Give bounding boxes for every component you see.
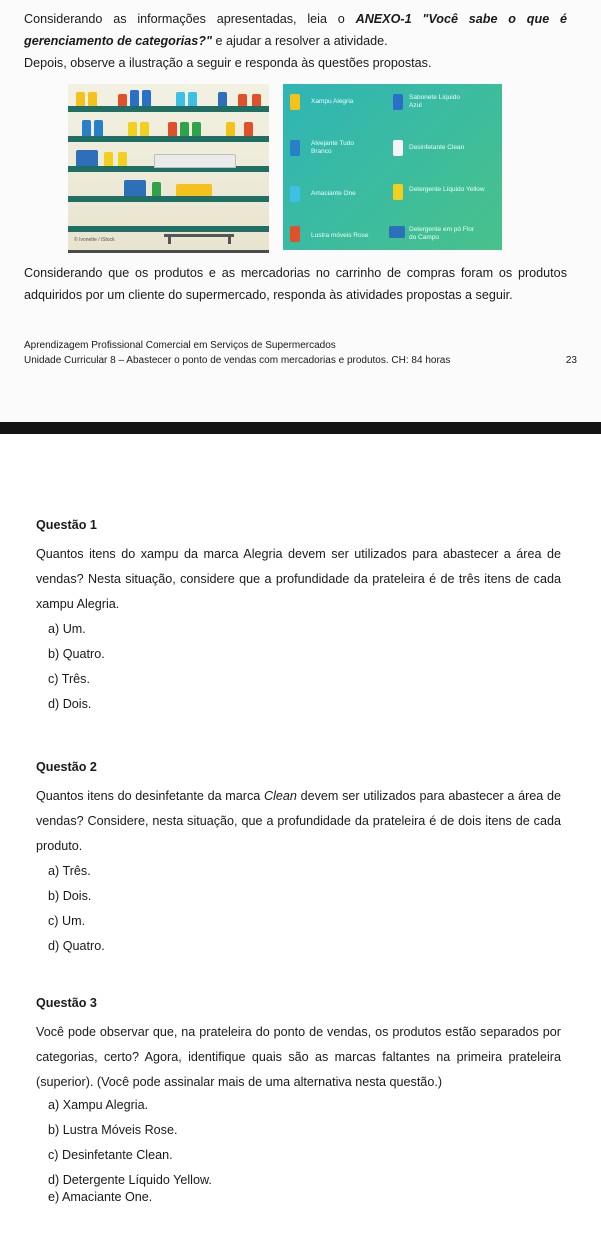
legend-label-2: Alvejante Tudo Branco: [311, 140, 355, 155]
product-box: [76, 150, 98, 166]
shopping-cart-wheel: [228, 234, 231, 244]
page-separator-band: [0, 422, 601, 434]
question-2-text: [36, 784, 561, 859]
legend-icon-1: [393, 94, 403, 110]
question-1-title: Questão 1: [36, 518, 97, 532]
product-shampoo: [88, 92, 97, 106]
legend-icon-3: [393, 140, 403, 156]
product-bottle: [244, 122, 253, 136]
product-polish: [118, 94, 127, 106]
product-box: [124, 180, 146, 196]
product-polish: [238, 94, 247, 106]
product-pack: [154, 154, 236, 168]
product-legend: [283, 84, 502, 250]
product-bottle: [118, 152, 127, 166]
legend-label-0: Xampu Alegria: [311, 98, 354, 105]
product-detergent-powder: [218, 92, 227, 106]
product-detergent: [140, 122, 149, 136]
question-3-option-a: a) Xampu Alegria.: [48, 1098, 149, 1112]
question-1-option-a: a) Um.: [48, 622, 86, 636]
legend-icon-0: [290, 94, 300, 110]
question-2-text-b: devem ser utilizados para abastecer a área de vendas? Considere, nesta situação, que a profundidade da prateleira é de dois itens de cada produto.: [36, 789, 561, 853]
shopping-cart-base: [164, 234, 234, 237]
shelf-bottom: [68, 226, 269, 232]
shelf-top: [68, 106, 269, 112]
product-soap: [130, 90, 139, 106]
question-3-text: Você pode observar que, na prateleira do ponto de vendas, os produtos estão separados por categorias, certo? Agora, identifique quais são as marcas faltantes na primeira prateleira (superior). (Você pode assinalar mais de uma alternativa nesta questão.): [36, 1025, 561, 1089]
question-3-title: Questão 3: [36, 996, 97, 1010]
footer-unit: Unidade Curricular 8 – Abastecer o ponto de vendas com mercadorias e produtos. CH: 84 horas: [24, 355, 451, 366]
intro-paragraph-3: Considerando que os produtos e as mercadorias no carrinho de compras foram os produtos adquiridos por um cliente do supermercado, responda às atividades propostas a seguir.: [24, 266, 567, 302]
product-bleach: [82, 120, 91, 136]
legend-label-1: Sabonete Líquido Azul: [409, 94, 460, 109]
shelf-illustration: [68, 84, 269, 253]
legend-label-6: Lustra móveis Rose: [311, 232, 369, 239]
question-2-option-a: a) Três.: [48, 864, 91, 878]
page-number: 23: [565, 355, 577, 366]
question-1-option-d: d) Dois.: [48, 697, 92, 711]
product-bottle: [152, 182, 161, 196]
product-polish: [252, 94, 261, 106]
question-2-option-d: d) Quatro.: [48, 939, 105, 953]
legend-label-3: Desinfetante Clean: [409, 144, 465, 151]
product-pack: [176, 184, 212, 196]
intro-paragraph-2: Depois, observe a ilustração a seguir e responda às questões propostas.: [24, 56, 432, 70]
question-3-option-c: c) Desinfetante Clean.: [48, 1148, 173, 1162]
question-2-brand: Clean: [264, 789, 297, 803]
question-1-text: Quantos itens do xampu da marca Alegria devem ser utilizados para abastecer a área de vendas? Nesta situação, considere que a profundidade da prateleira é de três itens de cada xampu Alegria.: [36, 547, 561, 611]
legend-icon-7: [389, 226, 405, 238]
legend-label-4: Amaciante One: [311, 190, 356, 197]
legend-icon-5: [393, 184, 403, 200]
top-page-region: [0, 0, 601, 425]
product-soap: [142, 90, 151, 106]
illustration-credit: © Ivonette / iStock: [74, 237, 115, 243]
question-3-option-b: b) Lustra Móveis Rose.: [48, 1123, 178, 1137]
question-1-option-b: b) Quatro.: [48, 647, 105, 661]
intro-paragraph-1: [24, 8, 567, 52]
legend-icon-2: [290, 140, 300, 156]
shopping-cart-wheel: [168, 234, 171, 244]
legend-icon-6: [290, 226, 300, 242]
question-3-option-e: e) Amaciante One.: [48, 1190, 153, 1204]
product-bottle: [192, 122, 201, 136]
product-softener: [188, 92, 197, 106]
question-2-title: Questão 2: [36, 760, 97, 774]
question-1-option-c: c) Três.: [48, 672, 90, 686]
product-detergent: [128, 122, 137, 136]
legend-label-5: Detergente Líquido Yellow: [409, 186, 485, 193]
product-softener: [176, 92, 185, 106]
intro-text-c: e ajudar a resolver a atividade.: [211, 34, 388, 48]
question-2-text-a: Quantos itens do desinfetante da marca: [36, 789, 264, 803]
product-bottle: [226, 122, 235, 136]
product-polish: [168, 122, 177, 136]
shelf-second: [68, 136, 269, 142]
legend-label-7: Detergente em pó Flor do Campo: [409, 226, 475, 241]
intro-annex-title: ANEXO-1 "Você sabe o que é gerenciamento de categorias?": [24, 12, 568, 48]
product-bottle: [104, 152, 113, 166]
question-3-option-d: d) Detergente Líquido Yellow.: [48, 1173, 212, 1187]
legend-icon-4: [290, 186, 300, 202]
question-2-option-b: b) Dois.: [48, 889, 92, 903]
product-shampoo: [76, 92, 85, 106]
intro-text-a: Considerando as informações apresentadas, leia o: [24, 12, 356, 26]
footer-course: Aprendizagem Profissional Comercial em Serviços de Supermercados: [24, 340, 336, 351]
question-2-option-c: c) Um.: [48, 914, 86, 928]
shelf-fourth: [68, 196, 269, 202]
product-bottle: [180, 122, 189, 136]
product-bleach: [94, 120, 103, 136]
